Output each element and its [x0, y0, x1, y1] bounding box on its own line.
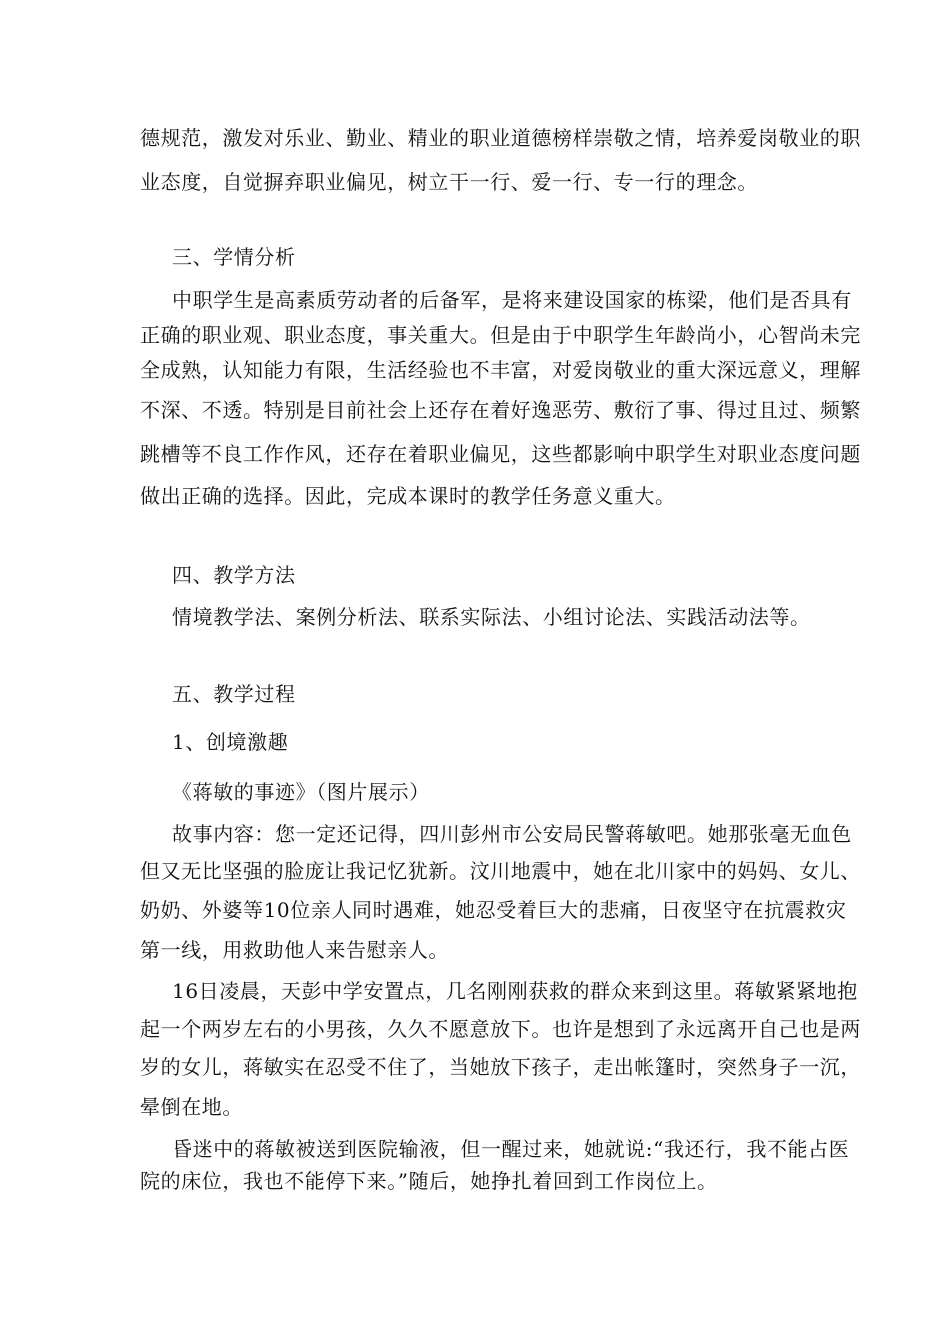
section-3-line-3: 全成熟，认知能力有限，生活经验也不丰富，对爱岗敬业的重大深远意义，理解 — [140, 358, 861, 382]
section-3-heading: 三、学情分析 — [172, 245, 296, 269]
story-p3-line-2: 院的床位，我也不能停下来。”随后，她挣扎着回到工作岗位上。 — [140, 1169, 718, 1193]
section-4-line-1: 情境教学法、案例分析法、联系实际法、小组讨论法、实践活动法等。 — [172, 605, 811, 629]
story-p1-line-3: 奶奶、外婆等10位亲人同时遇难，她忍受着巨大的悲痛，日夜坚守在抗震救灾 — [140, 898, 847, 922]
story-p2-line-4: 晕倒在地。 — [140, 1095, 243, 1119]
story-p3-line-1: 昏迷中的蒋敏被送到医院输液，但一醒过来，她就说:“我还行，我不能占医 — [172, 1137, 850, 1161]
section-4-heading: 四、教学方法 — [172, 563, 296, 587]
story-p2-line-1: 16日凌晨，天彭中学安置点，几名刚刚获救的群众来到这里。蒋敏紧紧地抱 — [172, 979, 858, 1003]
subsection-1-heading: 1、创境激趣 — [172, 730, 289, 754]
section-3-line-2: 正确的职业观、职业态度，事关重大。但是由于中职学生年龄尚小，心智尚未完 — [140, 323, 861, 347]
story-p2-line-2: 起一个两岁左右的小男孩，久久不愿意放下。也许是想到了永远离开自己也是两 — [140, 1017, 861, 1041]
story-p1-line-4: 第一线，用救助他人来告慰亲人。 — [140, 938, 449, 962]
section-3-line-4: 不深、不透。特别是目前社会上还存在着好逸恶劳、敷衍了事、得过且过、频繁 — [140, 398, 861, 422]
section-3-line-6: 做出正确的选择。因此，完成本课时的教学任务意义重大。 — [140, 484, 676, 508]
section-3-line-5: 跳槽等不良工作作风，还存在着职业偏见，这些都影响中职学生对职业态度问题 — [140, 442, 861, 466]
section-3-line-1: 中职学生是高素质劳动者的后备军，是将来建设国家的栋梁，他们是否具有 — [172, 288, 852, 312]
story-p2-line-3: 岁的女儿，蒋敏实在忍受不住了，当她放下孩子，走出帐篷时，突然身子一沉， — [140, 1055, 861, 1079]
section-5-heading: 五、教学过程 — [172, 682, 296, 706]
story-p1-line-2: 但又无比坚强的脸庞让我记忆犹新。汶川地震中，她在北川家中的妈妈、女儿、 — [140, 859, 861, 883]
story-title: 《蒋敏的事迹》（图片展示） — [172, 780, 430, 804]
intro-line-2: 业态度，自觉摒弃职业偏见，树立干一行、爱一行、专一行的理念。 — [140, 170, 758, 194]
story-p1-line-1: 故事内容：您一定还记得，四川彭州市公安局民警蒋敏吧。她那张毫无血色 — [172, 822, 852, 846]
intro-line-1: 德规范，激发对乐业、勤业、精业的职业道德榜样崇敬之情，培养爱岗敬业的职 — [140, 126, 861, 150]
